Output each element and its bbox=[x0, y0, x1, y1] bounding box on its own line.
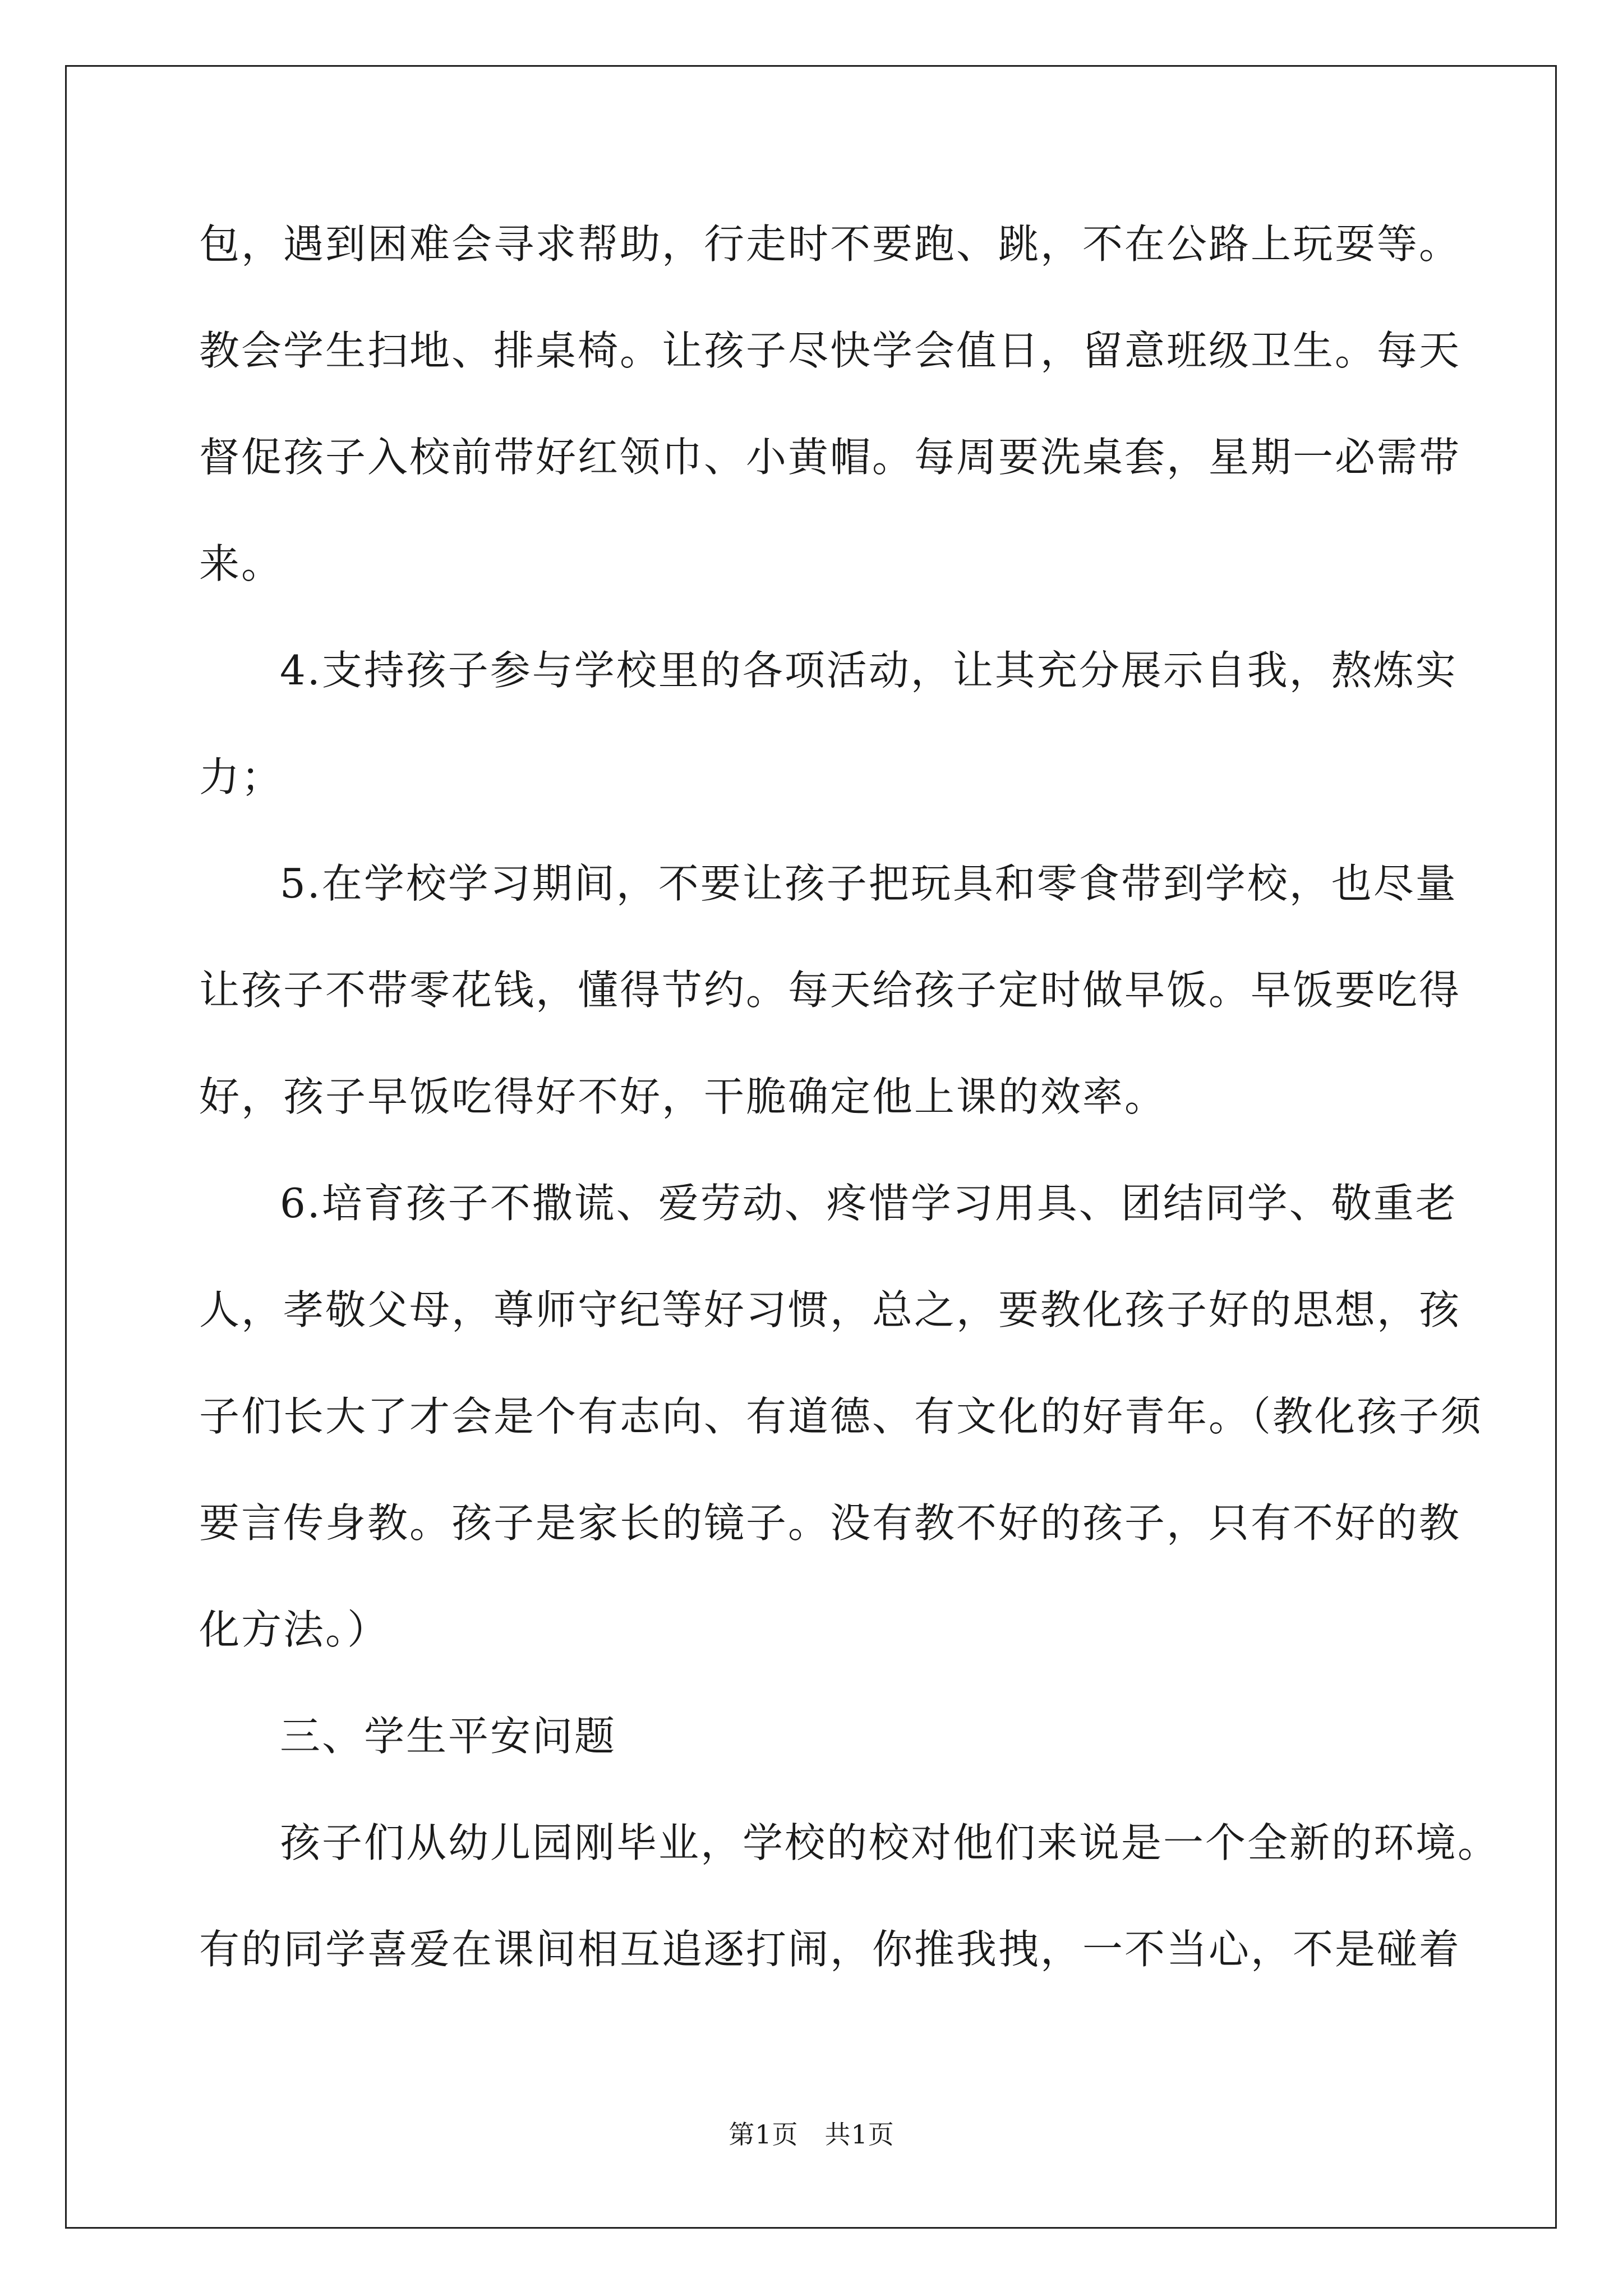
text-line: 来。 bbox=[199, 540, 284, 587]
text-line: 力； bbox=[199, 753, 284, 800]
section-heading: 三、学生平安问题 bbox=[280, 1713, 617, 1760]
text-line: 教会学生扫地、排桌椅。让孩子尽快学会值日，留意班级卫生。每天 bbox=[199, 327, 1461, 374]
text-line: 4.支持孩子参与学校里的各项活动，让其充分展示自我，熬炼实 bbox=[280, 647, 1458, 694]
text-line: 包，遇到困难会寻求帮助，行走时不要跑、跳，不在公路上玩耍等。 bbox=[199, 220, 1461, 268]
text-line: 6.培育孩子不撒谎、爱劳动、疼惜学习用具、团结同学、敬重老 bbox=[280, 1180, 1458, 1227]
page-border bbox=[65, 65, 1557, 2229]
text-line: 让孩子不带零花钱，懂得节约。每天给孩子定时做早饭。早饭要吃得 bbox=[199, 967, 1461, 1014]
page-footer: 第1页 共1页 bbox=[728, 2119, 895, 2150]
text-line: 5.在学校学习期间，不要让孩子把玩具和零食带到学校，也尽量 bbox=[280, 860, 1458, 907]
text-line: 人，孝敬父母，尊师守纪等好习惯，总之，要教化孩子好的思想，孩 bbox=[199, 1286, 1461, 1333]
text-line: 督促孩子入校前带好红领巾、小黄帽。每周要洗桌套，星期一必需带 bbox=[199, 434, 1461, 481]
text-line: 好，孩子早饭吃得好不好，干脆确定他上课的效率。 bbox=[199, 1073, 1167, 1120]
text-line: 孩子们从幼儿园刚毕业，学校的校对他们来说是一个全新的环境。 bbox=[280, 1819, 1500, 1866]
text-line: 有的同学喜爱在课间相互追逐打闹，你推我拽，一不当心，不是碰着 bbox=[199, 1926, 1461, 1973]
text-line: 化方法。） bbox=[199, 1606, 390, 1653]
text-line: 要言传身教。孩子是家长的镜子。没有教不好的孩子，只有不好的教 bbox=[199, 1499, 1461, 1547]
text-line: 子们长大了才会是个有志向、有道德、有文化的好青年。（教化孩子须 bbox=[199, 1393, 1483, 1440]
